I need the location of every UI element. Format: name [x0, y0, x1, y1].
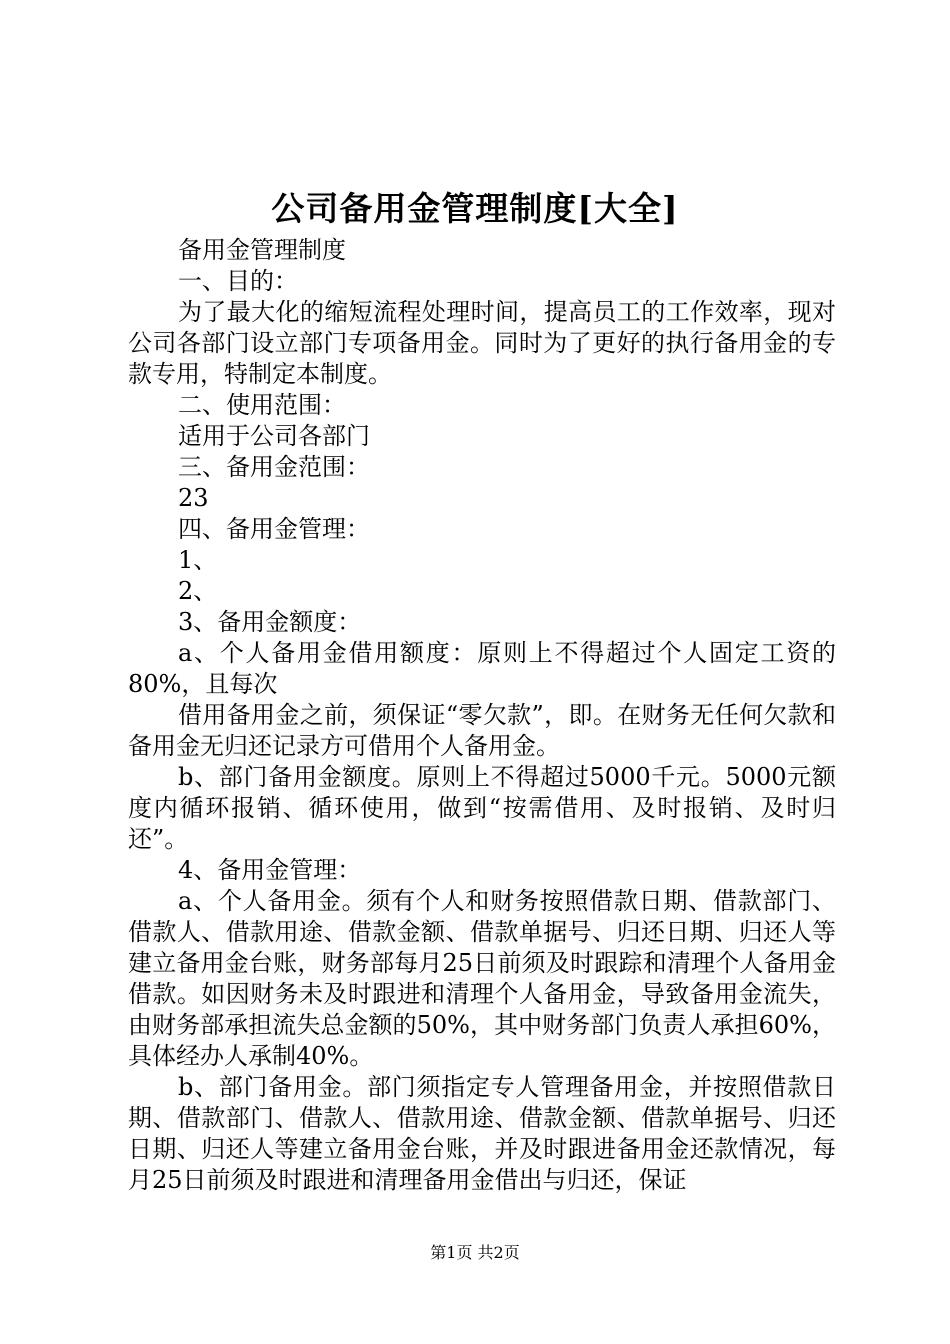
section-heading-range: 三、备用金范围：	[178, 453, 370, 481]
section-heading-management: 四、备用金管理：	[178, 515, 370, 543]
list-item-1: 1、	[178, 546, 218, 574]
paragraph-range: 23	[178, 484, 209, 512]
paragraph-department-management: b、部门备用金。部门须指定专人管理备用金，并按照借款日期、借款部门、借款人、借款用途、借款金额、借款单据号、归还日期、归还人等建立备用金台账，并及时跟进备用金还款情况，每月25日前须及时跟进和清理备用金借出与归还，保证	[128, 1073, 836, 1194]
document-title: 公司备用金管理制度[大全]	[271, 189, 679, 228]
paragraph-scope: 适用于公司各部门	[178, 422, 370, 450]
section-heading-purpose: 一、目的：	[178, 267, 298, 295]
page-footer: 第1页 共2页	[430, 1243, 520, 1262]
paragraph-purpose: 为了最大化的缩短流程处理时间，提高员工的工作效率，现对公司各部门设立部门专项备用金。同时为了更好的执行备用金的专款专用，特制定本制度。	[128, 298, 836, 388]
section-heading-scope: 二、使用范围：	[178, 391, 346, 419]
paragraph-zero-debt: 借用备用金之前，须保证“零欠款”，即。在财务无任何欠款和备用金无归还记录方可借用个人备用金。	[128, 701, 836, 760]
list-item-4: 4、备用金管理：	[178, 856, 362, 884]
list-item-3: 3、备用金额度：	[178, 608, 362, 636]
list-item-2: 2、	[178, 577, 218, 605]
paragraph-department-limit: b、部门备用金额度。原则上不得超过5000千元。5000元额度内循环报销、循环使用，做到“按需借用、及时报销、及时归还”。	[128, 763, 836, 853]
document-body	[128, 235, 836, 1196]
paragraph-heading: 备用金管理制度	[178, 236, 346, 264]
paragraph-personal-management: a、个人备用金。须有个人和财务按照借款日期、借款部门、借款人、借款用途、借款金额、借款单据号、归还日期、归还人等建立备用金台账，财务部每月25日前须及时跟踪和清理个人备用金借款。如因财务未及时跟进和清理个人备用金，导致备用金流失，由财务部承担流失总金额的50%，其中财务部门负责人承担60%，具体经办人承制40%。	[128, 887, 836, 1070]
paragraph-personal-limit: a、个人备用金借用额度：原则上不得超过个人固定工资的80%，且每次	[128, 639, 836, 698]
